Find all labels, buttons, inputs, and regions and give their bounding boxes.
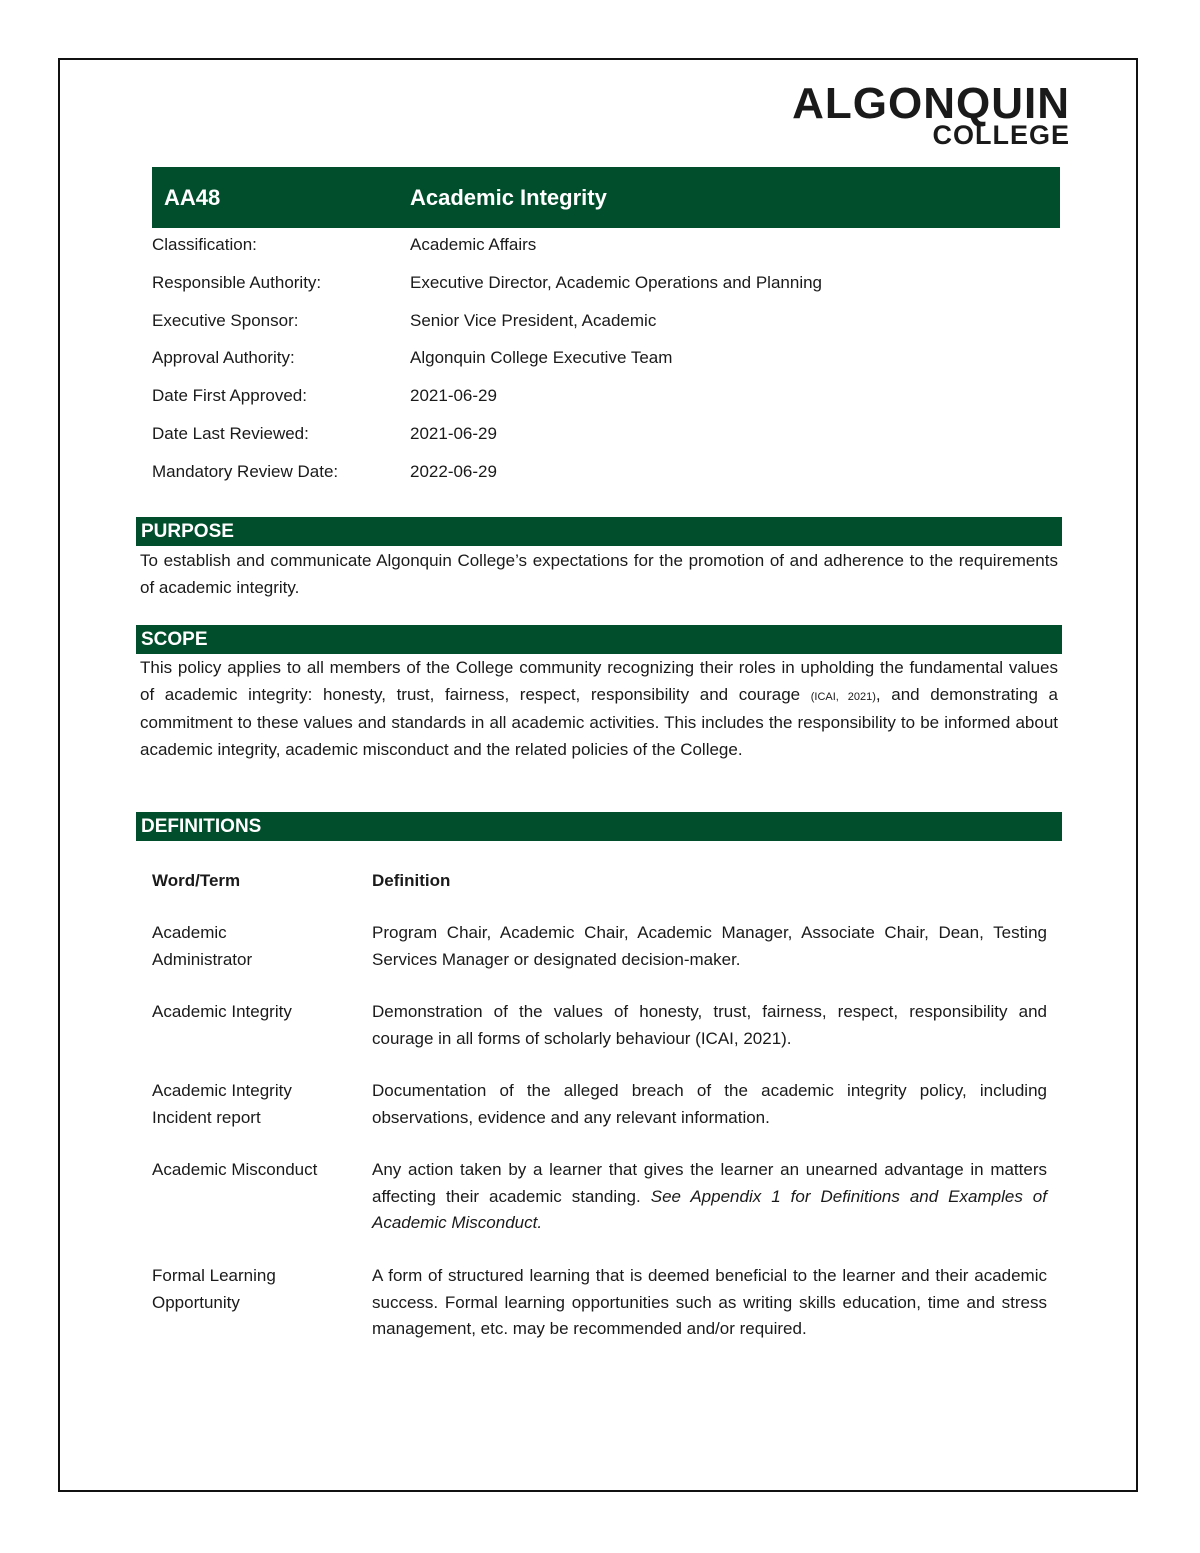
definition-term: Formal Learning Opportunity — [152, 1266, 276, 1312]
definition-term: Academic Administrator — [152, 923, 253, 969]
meta-row — [152, 311, 1060, 349]
meta-row — [152, 235, 1060, 273]
logo-line-1: ALGONQUIN — [792, 79, 1070, 128]
meta-value: 2021-06-29 — [410, 423, 497, 443]
meta-value: Academic Affairs — [410, 235, 537, 254]
column-header-term: Word/Term — [152, 871, 241, 890]
meta-row — [152, 348, 1060, 386]
meta-label: Mandatory Review Date: — [152, 461, 339, 481]
purpose-heading: PURPOSE — [136, 517, 1062, 546]
college-logo — [786, 79, 1070, 150]
meta-value: 2022-06-29 — [410, 461, 497, 481]
meta-label: Date First Approved: — [152, 386, 307, 406]
definition-row — [152, 1157, 1047, 1263]
meta-row — [152, 424, 1060, 462]
definition-text — [372, 1157, 1047, 1237]
column-header-definition: Definition — [372, 871, 451, 890]
meta-label: Approval Authority: — [152, 348, 295, 368]
policy-title: Academic Integrity — [410, 185, 607, 210]
policy-title-bar — [152, 167, 1060, 228]
scope-text-a: This policy applies to all members of the College community recognizing their roles in upholding the fundamental values of academic integrity: honesty, trust, fairness, respect, responsibility and courage — [140, 658, 1058, 704]
definition-text-main: Any action taken by a learner that gives the learner an unearned advantage in matters affecting their academic standing. — [372, 1160, 1047, 1206]
meta-row — [152, 386, 1060, 424]
meta-row — [152, 273, 1060, 311]
definition-text: A form of structured learning that is deemed beneficial to the learner and their academic success. Formal learning opportunities such as writing skills education, time and stress management, etc. may be recommended and/or required. — [372, 1266, 1047, 1338]
policy-code: AA48 — [164, 185, 221, 210]
definition-row — [152, 999, 1047, 1078]
definition-text: Program Chair, Academic Chair, Academic Manager, Associate Chair, Dean, Testing Services Manager or designated decision-maker. — [372, 923, 1047, 969]
meta-label: Classification: — [152, 235, 257, 254]
scope-text-b: , and demonstrating a commitment to these values and standards in all academic activities. This includes the responsibility to be informed about academic integrity, academic misconduct and the related policies of the College. — [140, 684, 1058, 759]
meta-label: Date Last Reviewed: — [152, 423, 309, 443]
definitions-table — [152, 868, 1047, 1373]
definition-term: Academic Misconduct — [152, 1160, 318, 1179]
definition-row — [152, 1263, 1047, 1373]
scope-citation: (ICAI, 2021) — [810, 690, 876, 703]
definition-term: Academic Integrity — [152, 1002, 292, 1021]
definition-text: Documentation of the alleged breach of the academic integrity policy, including observations, evidence and any relevant information. — [372, 1081, 1047, 1127]
definition-row — [152, 920, 1047, 999]
scope-text — [140, 655, 1058, 763]
policy-metadata — [152, 235, 1060, 500]
meta-value: 2021-06-29 — [410, 386, 497, 406]
definition-text: Demonstration of the values of honesty, trust, fairness, respect, responsibility and courage in all forms of scholarly behaviour (ICAI, 2021). — [372, 1002, 1047, 1048]
definition-row — [152, 1078, 1047, 1157]
definition-term: Academic Integrity Incident report — [152, 1081, 292, 1127]
meta-value: Algonquin College Executive Team — [410, 348, 673, 368]
definitions-header-row — [152, 868, 1047, 920]
appendix-reference: See Appendix 1 for Definitions and Examples of Academic Misconduct. — [372, 1186, 1047, 1232]
purpose-text: To establish and communicate Algonquin College’s expectations for the promotion of and adherence to the requirements of academic integrity. — [140, 551, 1058, 597]
meta-label: Responsible Authority: — [152, 272, 322, 292]
meta-value: Senior Vice President, Academic — [410, 310, 657, 330]
meta-label: Executive Sponsor: — [152, 310, 299, 330]
logo-line-2: COLLEGE — [932, 120, 1070, 150]
meta-value: Executive Director, Academic Operations and Planning — [410, 272, 823, 292]
definitions-heading: DEFINITIONS — [136, 812, 1062, 841]
meta-row — [152, 462, 1060, 500]
scope-heading: SCOPE — [136, 625, 1062, 654]
